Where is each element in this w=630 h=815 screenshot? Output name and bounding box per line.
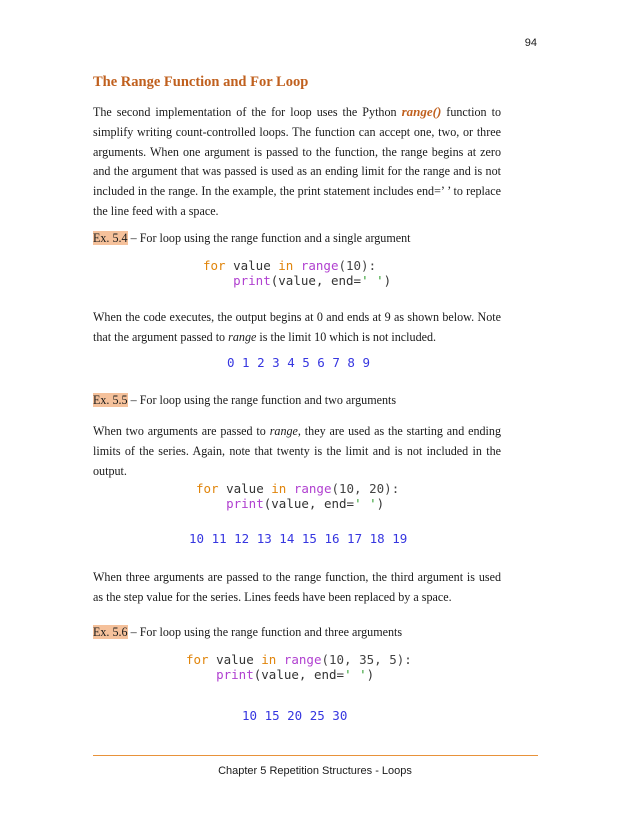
code-variable: value (208, 652, 262, 667)
code-block-example-5-6 (186, 652, 412, 682)
code-keyword-in: in (271, 481, 287, 496)
section-title: The Range Function and For Loop (93, 74, 309, 90)
code-string: ' ' (354, 496, 377, 511)
output-example-5-5: 10 11 12 13 14 15 16 17 18 19 (189, 531, 408, 546)
code-indent (196, 496, 226, 511)
code-print-args: (value, end= (270, 273, 362, 288)
code-print-close: ) (366, 667, 375, 682)
code-variable: value (218, 481, 272, 496)
example-caption-text: – For loop using the range function and a single argument (127, 231, 411, 245)
output-example-5-4: 0 1 2 3 4 5 6 7 8 9 (227, 355, 370, 370)
code-builtin-print: print (233, 273, 271, 288)
code-print-close: ) (383, 273, 392, 288)
code-block-example-5-5 (196, 481, 399, 511)
code-indent (203, 273, 233, 288)
para3-italic-range: range (269, 424, 298, 438)
para3-text-before: When two arguments are passed to (93, 424, 270, 438)
code-string: ' ' (344, 667, 367, 682)
code-keyword-in: in (261, 652, 277, 667)
code-builtin-print: print (216, 667, 254, 682)
intro-text-before: The second implementation of the for loop uses the Python (93, 105, 402, 119)
code-variable: value (225, 258, 279, 273)
para3-text-after: , they are used as the starting and ending limits of the series. Again, note that twenty is the limit and is not included in the output. (93, 424, 502, 478)
intro-paragraph (93, 102, 501, 222)
example-caption-text: – For loop using the range function and three arguments (127, 625, 403, 639)
code-range-args: (10, 20): (331, 481, 400, 496)
example-label: Ex. 5.5 (93, 393, 128, 407)
code-builtin-range: range (286, 481, 332, 496)
code-keyword-in: in (278, 258, 294, 273)
para2-text-before: When the code executes, the output begins at 0 and ends at 9 as shown below. Note that the argument passed to (93, 310, 501, 344)
code-builtin-print: print (226, 496, 264, 511)
example-5-5-caption (93, 392, 396, 408)
code-keyword-for: for (186, 652, 209, 667)
example-label: Ex. 5.4 (93, 231, 128, 245)
intro-text-after: function to simplify writing count-controlled loops. The function can accept one, two, or three arguments. When one argument is passed to the function, the range begins at zero and the argument that was passed is used as an ending limit for the range and is not included in the range. In the example, the print statement includes end=’ ’ to replace the line feed with a space. (93, 105, 501, 218)
footer-chapter-title: Chapter 5 Repetition Structures - Loops (218, 765, 412, 777)
paragraph-output-explanation (93, 308, 501, 348)
output-example-5-6: 10 15 20 25 30 (242, 708, 348, 723)
code-indent (186, 667, 216, 682)
code-string: ' ' (361, 273, 384, 288)
range-keyword: range() (401, 104, 442, 119)
example-5-4-caption (93, 230, 411, 246)
footer-divider (93, 755, 538, 756)
code-block-example-5-4 (203, 258, 391, 288)
code-keyword-for: for (196, 481, 219, 496)
paragraph-three-arguments: When three arguments are passed to the range function, the third argument is used as the step value for the series. Lines feeds have been replaced by a space. (93, 570, 501, 604)
code-builtin-range: range (293, 258, 339, 273)
page-number: 94 (524, 37, 537, 49)
para2-text-after: is the limit 10 which is not included. (256, 329, 437, 344)
code-print-args: (value, end= (263, 496, 355, 511)
example-label: Ex. 5.6 (93, 625, 128, 639)
para2-italic-range: range (228, 329, 257, 344)
code-keyword-for: for (203, 258, 226, 273)
example-caption-text: – For loop using the range function and two arguments (127, 393, 397, 407)
code-print-args: (value, end= (253, 667, 345, 682)
code-print-close: ) (376, 496, 385, 511)
code-builtin-range: range (276, 652, 322, 667)
paragraph-two-arguments (93, 422, 501, 481)
code-range-args: (10): (338, 258, 377, 273)
code-range-args: (10, 35, 5): (321, 652, 412, 667)
example-5-6-caption (93, 624, 402, 640)
